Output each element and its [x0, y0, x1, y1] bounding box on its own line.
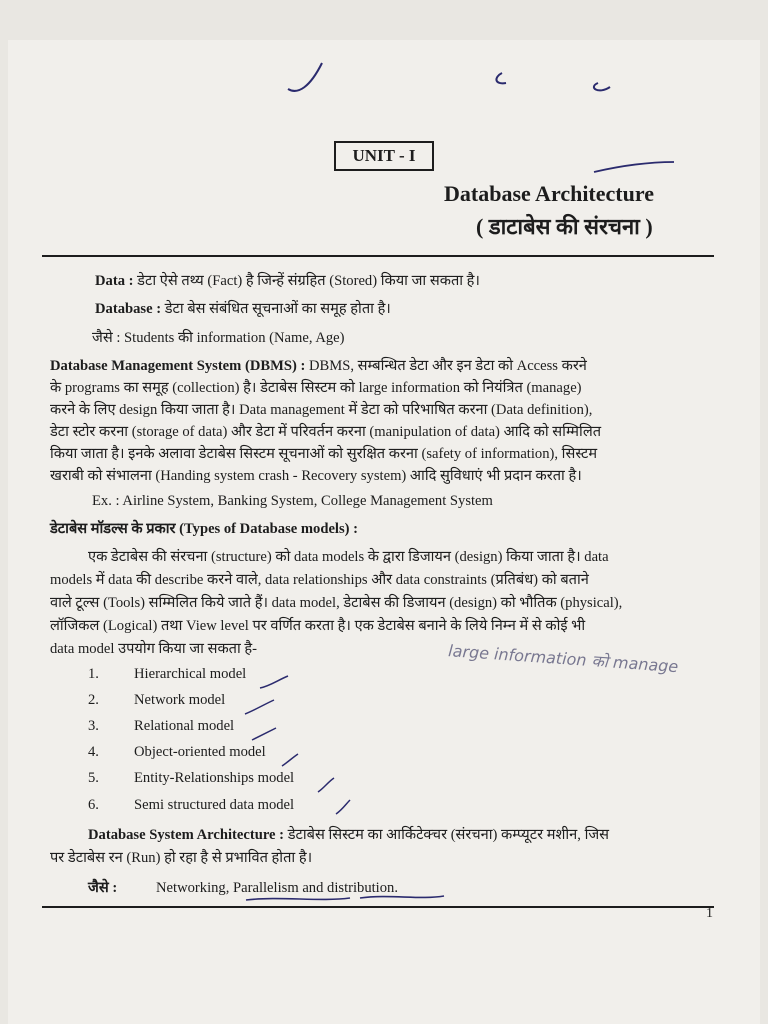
list-item-4: Object-oriented model [134, 744, 266, 760]
list-item-num-4: 4. [88, 744, 99, 760]
system-arch-line-2: पर डेटाबेस रन (Run) हो रहा है से प्रभावित होता है। [50, 850, 313, 866]
database-text: डेटा बेस संबंधित सूचनाओं का समूह होता है। [161, 301, 391, 317]
database-definition [95, 298, 391, 320]
unit-label: UNIT - I [334, 141, 434, 171]
dbms-line-2: के programs का समूह (collection) है। डेटाबेस सिस्टम को large information को नियंत्रित (manage) [50, 380, 582, 396]
list-item-5: Entity-Relationships model [134, 770, 295, 786]
example-text: Networking, Parallelism and distribution. [156, 880, 398, 896]
list-item-num-6: 6. [88, 797, 99, 813]
system-arch-line-1 [88, 824, 609, 846]
dbms-line-6: खराबी को संभालना (Handing system crash - Recovery system) आदि सुविधाएं भी प्रदान करता है। [50, 468, 582, 484]
page-number: 1 [706, 906, 713, 921]
dbms-example: Ex. : Airline System, Banking System, College Management System [92, 493, 493, 509]
list-item-num-1: 1. [88, 666, 99, 682]
data-text: डेटा ऐसे तथ्य (Fact) है जिन्हें संग्रहित (Stored) किया जा सकता है। [133, 273, 480, 289]
models-para-5: data model उपयोग किया जा सकता है- [50, 641, 258, 657]
data-definition [95, 270, 480, 292]
models-para-2: models में data की describe करने वाले, data relationships और data constraints (प्रतिबंध) को बताने [50, 572, 589, 588]
dbms-line-1 [50, 355, 587, 377]
list-item-2: Network model [134, 692, 226, 708]
dbms-term: Database Management System (DBMS) : [50, 358, 306, 374]
dbms-text-1: DBMS, सम्बन्धित डेटा और इन डेटा को Access करने [305, 358, 587, 374]
dbms-line-4: डेटा स्टोर करना (storage of data) और डेटा में परिवर्तन करना (manipulation of data) आदि को सम्मिलित [50, 424, 602, 440]
example-label: जैसे : [88, 880, 118, 896]
list-item-1: Hierarchical model [134, 666, 247, 682]
list-item-num-2: 2. [88, 692, 99, 708]
footer-divider [42, 906, 714, 908]
system-arch-text-1: डेटाबेस सिस्टम का आर्किटेक्चर (संरचना) कम्प्यूटर मशीन, जिस [284, 827, 610, 843]
system-arch-term: Database System Architecture : [88, 827, 285, 843]
svg-text:large information को manage: large information को manage [447, 641, 679, 677]
models-para-3: वाले टूल्स (Tools) सम्मिलित किये जाते हैं। data model, डेटाबेस की डिजायन (design) को भौतिक (physical), [50, 595, 623, 611]
page-title: Database Architecture [444, 181, 654, 206]
list-item-num-5: 5. [88, 770, 99, 786]
page-title-hindi: ( डाटाबेस की संरचना ) [476, 214, 653, 239]
dbms-line-5: किया जाता है। इनके अलावा डेटाबेस सिस्टम सूचनाओं को सुरक्षित करना (safety of information), सिस्टम [50, 446, 598, 462]
database-example: जैसे : Students की information (Name, Age) [92, 330, 345, 346]
list-item-6: Semi structured data model [134, 797, 295, 813]
database-term: Database : [95, 301, 162, 317]
models-para-4: लॉजिकल (Logical) तथा View level पर वर्णित करता है। एक डेटाबेस बनाने के लिये निम्न में से कोई भी [50, 618, 586, 634]
list-item-3: Relational model [134, 718, 235, 734]
dbms-line-3: करने के लिए design किया जाता है। Data management में डेटा को परिभाषित करना (Data definition), [50, 402, 593, 418]
data-term: Data : [95, 273, 134, 289]
models-para-1: एक डेटाबेस की संरचना (structure) को data models के द्वारा डिजायन (design) किया जाता है। data [88, 549, 609, 565]
models-heading: डेटाबेस मॉडल्स के प्रकार (Types of Database models) : [50, 521, 359, 537]
list-item-num-3: 3. [88, 718, 99, 734]
title-divider [42, 255, 714, 257]
